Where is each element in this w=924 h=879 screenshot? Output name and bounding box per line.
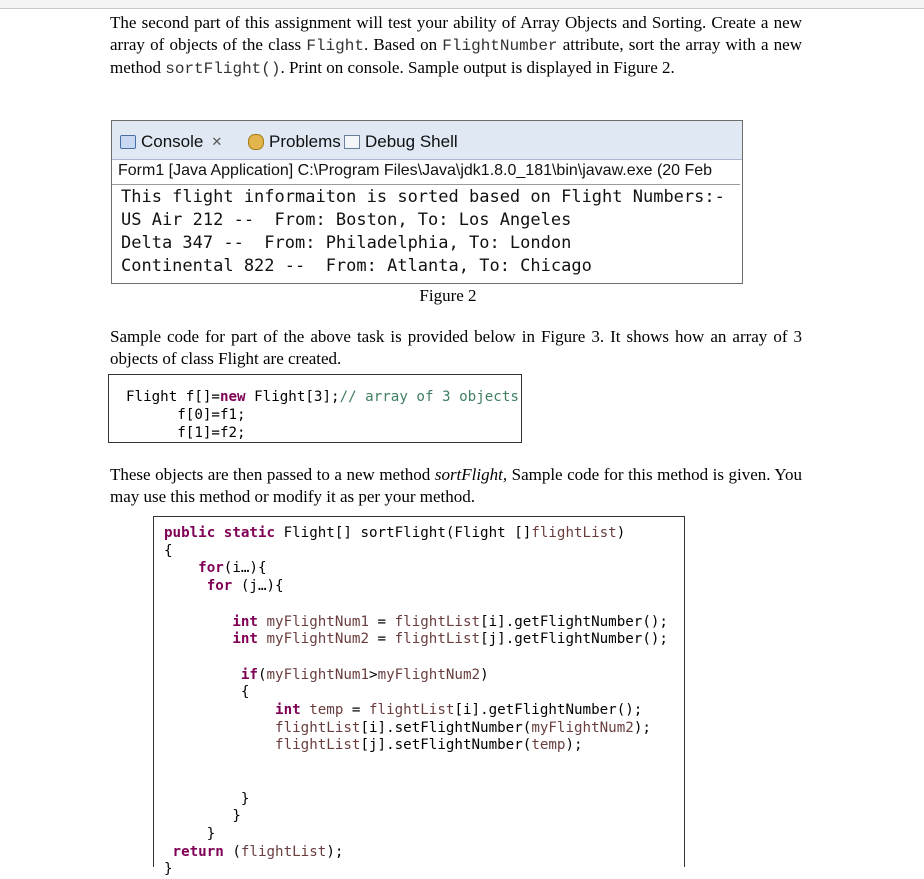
code-var: flightList xyxy=(275,719,361,736)
console-line: Continental 822 -- From: Atlanta, To: Chicago xyxy=(121,256,592,276)
code-var: flightList xyxy=(394,613,481,630)
code-text: Flight f[]= xyxy=(126,389,220,405)
array-creation-code xyxy=(126,388,519,442)
code-param: flightList xyxy=(531,525,617,541)
figure-2-caption: Figure 2 xyxy=(419,286,477,305)
code-text: = xyxy=(369,631,395,648)
code-brace: { xyxy=(164,542,173,559)
code-text: [j] xyxy=(360,737,387,754)
para3-text-1: These objects are then passed to a new method xyxy=(110,465,435,484)
code-text: ); xyxy=(633,719,651,736)
intro-text-1: The second part of this assignment will test your ability of Array Objects and Sorting. Create a new array of objects of the class xyxy=(110,13,802,54)
para3-text-2: Sample code for this method is given. You may use this method or modify it as per your method. xyxy=(110,465,802,506)
code-var: myFlightNum2 xyxy=(531,719,634,736)
code-var: myFlightNum2 xyxy=(377,666,481,683)
code-text: f[1]=f2; xyxy=(126,425,246,441)
console-tab-bar xyxy=(112,121,742,160)
code-var: myFlightNum1 xyxy=(266,613,370,630)
code-comment: // array of 3 objects xyxy=(339,389,519,405)
code-text: .getFlightNumber(); xyxy=(505,613,668,630)
console-output xyxy=(112,184,740,278)
code-keyword: for xyxy=(206,578,233,595)
code-var: flightList xyxy=(394,631,481,648)
tab-console-label: Console xyxy=(141,132,204,151)
code-brace: } xyxy=(164,861,173,878)
code-keyword: if xyxy=(240,666,258,683)
code-text: .getFlightNumber(); xyxy=(505,631,668,648)
page-top-edge xyxy=(0,0,924,9)
code-text: = xyxy=(343,702,370,719)
code-keyword: int xyxy=(232,631,258,648)
tab-debug-shell[interactable] xyxy=(344,132,458,152)
code-text: .setFlightNumber( xyxy=(386,737,532,754)
code-text: (j…){ xyxy=(232,578,284,595)
code-brace: } xyxy=(232,808,241,825)
console-icon xyxy=(120,135,136,149)
code-text: Flight[] sortFlight(Flight [] xyxy=(275,525,532,541)
code-text: .getFlightNumber(); xyxy=(480,702,643,719)
intro-code-flightnumber: FlightNumber xyxy=(442,36,558,55)
code-brace: { xyxy=(240,684,250,701)
intro-text-3: attribute, sort the array with a new method xyxy=(110,34,802,77)
intro-text-2: . Based on xyxy=(363,34,443,54)
code-keyword: public static xyxy=(164,525,276,541)
code-var: flightList xyxy=(240,843,327,860)
code-text: ( xyxy=(223,843,241,860)
tab-problems[interactable] xyxy=(248,132,341,152)
code-text: > xyxy=(369,666,378,683)
code-keyword: new xyxy=(219,389,246,405)
code-text: ) xyxy=(480,666,489,683)
code-text: = xyxy=(369,613,395,630)
code-brace: } xyxy=(206,825,216,842)
problems-icon xyxy=(248,134,264,150)
code-keyword: return xyxy=(172,843,224,860)
code-var: flightList xyxy=(369,702,455,719)
code-keyword: int xyxy=(232,613,258,630)
code-brace: } xyxy=(240,790,250,807)
close-icon[interactable]: ✕ xyxy=(211,134,223,149)
para3-method-name: sortFlight, xyxy=(434,465,508,484)
code-text: [i] xyxy=(454,702,481,719)
code-text: [i] xyxy=(480,613,506,630)
code-var: myFlightNum1 xyxy=(266,666,370,683)
array-creation-code-box xyxy=(108,374,522,443)
code-keyword: for xyxy=(198,560,224,577)
code-text: (i…){ xyxy=(223,560,267,577)
console-launch-info: Form1 [Java Application] C:\Program Files\Java\jdk1.8.0_181\bin\javaw.exe (20 Feb xyxy=(118,162,713,179)
console-screenshot xyxy=(111,120,743,284)
debug-shell-icon xyxy=(344,135,360,149)
code-text: ( xyxy=(257,666,267,683)
tab-console[interactable] xyxy=(120,132,222,152)
code-text: [i] xyxy=(360,719,387,736)
code-text: ); xyxy=(326,843,344,860)
sortflight-code-box xyxy=(153,516,685,878)
code-text: ) xyxy=(616,525,626,541)
code-var: flightList xyxy=(275,737,361,754)
intro-paragraph xyxy=(110,12,802,81)
code-text: Flight[3]; xyxy=(245,389,340,405)
sortflight-code xyxy=(164,525,668,879)
code-text: [j] xyxy=(480,631,506,648)
console-line: Delta 347 -- From: Philadelphia, To: London xyxy=(121,233,572,253)
code-text: f[0]=f1; xyxy=(126,407,246,423)
tab-debug-shell-label: Debug Shell xyxy=(365,132,458,151)
intro-code-sortflight: sortFlight() xyxy=(165,60,281,78)
code-var: temp xyxy=(531,737,566,754)
code-var: myFlightNum2 xyxy=(266,631,370,648)
code-keyword: int xyxy=(275,702,301,719)
console-line: This flight informaiton is sorted based on Flight Numbers:- xyxy=(121,187,725,207)
sortflight-paragraph xyxy=(110,464,802,507)
code-var: temp xyxy=(309,702,344,719)
intro-code-flight: Flight xyxy=(306,36,364,55)
tab-problems-label: Problems xyxy=(269,132,341,151)
code-text: .setFlightNumber( xyxy=(386,719,532,736)
code-text: ); xyxy=(565,737,583,754)
sample-code-paragraph: Sample code for part of the above task is provided below in Figure 3. It shows how an array of 3 objects of class Flight are created. xyxy=(110,327,802,368)
intro-text-4: . Print on console. Sample output is displayed in Figure 2. xyxy=(280,58,675,77)
console-line: US Air 212 -- From: Boston, To: Los Angeles xyxy=(121,210,572,230)
